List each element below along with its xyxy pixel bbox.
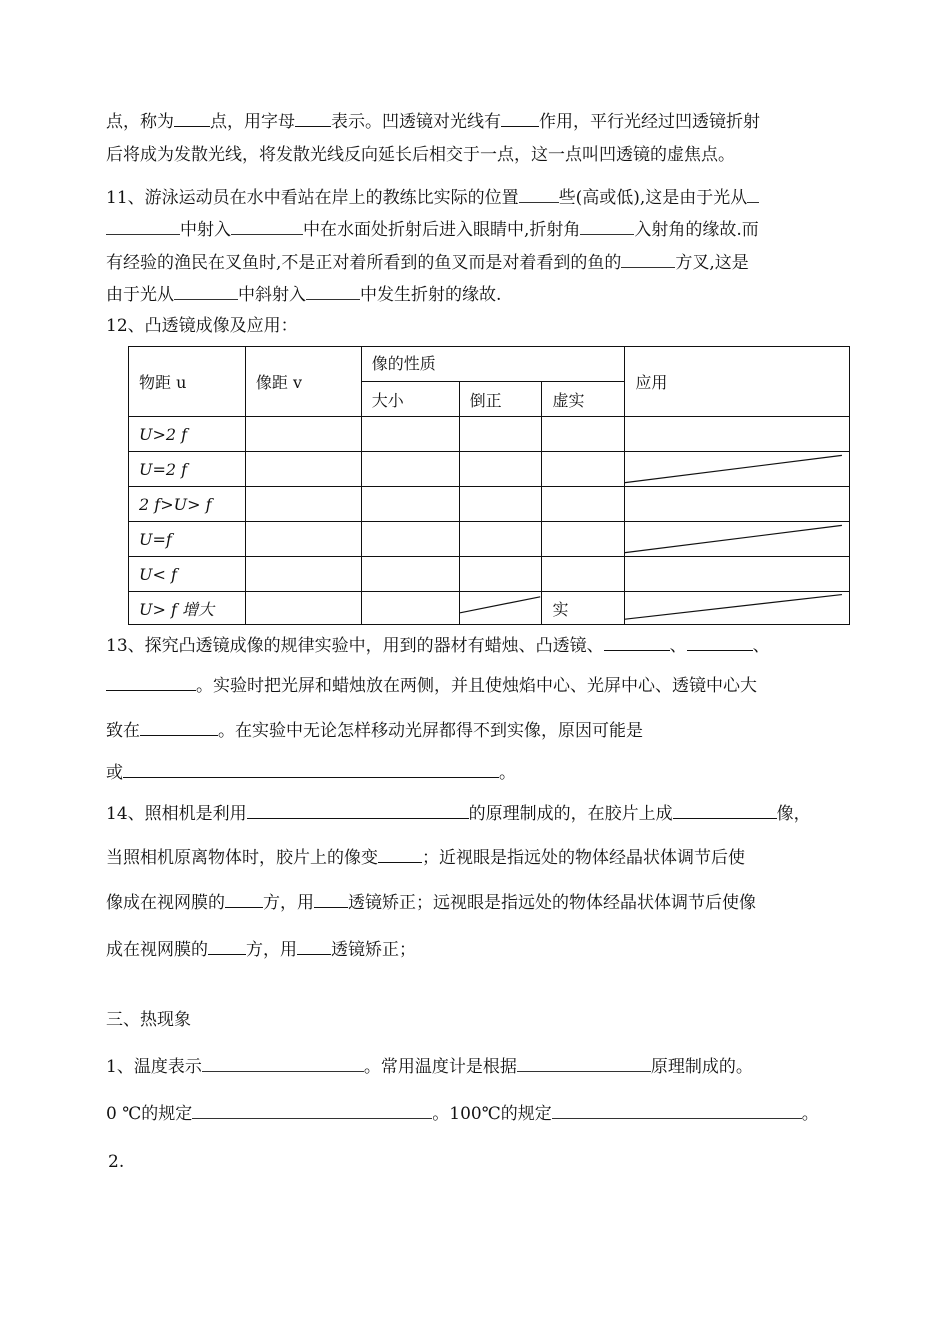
text: 点，用字母 (210, 112, 295, 132)
cell-orientation-struck (459, 592, 542, 625)
header-image-distance: 像距 v (245, 347, 361, 417)
cell-orientation[interactable] (459, 452, 542, 487)
text: 的原理制成的，在胶片上成 (468, 804, 673, 824)
q13-line-2 (106, 674, 757, 697)
table-row (129, 557, 850, 592)
lens-image-table (128, 346, 850, 625)
cell-v[interactable] (245, 557, 361, 592)
cell-application-struck (625, 592, 850, 625)
text: 由于光从 (106, 285, 174, 305)
cell-application[interactable] (625, 557, 850, 592)
q11-line-2 (106, 218, 759, 241)
q11-line-1 (106, 186, 759, 209)
text: 有经验的渔民在叉鱼时,不是正对着所看到的鱼叉而是对着看到的鱼的 (106, 253, 622, 273)
text: ；近视眼是指远处的物体经晶状体调节后使 (422, 848, 745, 868)
section-3-q1-line-1 (106, 1055, 753, 1078)
blank[interactable] (747, 186, 759, 203)
section-3-title: 三、热现象 (106, 1010, 191, 1030)
cell-u: U> f 增大 (129, 592, 246, 625)
text: 透镜矫正；远视眼是指远处的物体经晶状体调节后使像 (348, 893, 756, 913)
text: 透镜矫正； (331, 940, 416, 960)
text: 表示。凹透镜对光线有 (331, 112, 501, 132)
text: 中发生折射的缘故. (360, 285, 502, 305)
blank[interactable] (295, 110, 331, 127)
intro-line-1 (106, 110, 760, 133)
blank[interactable] (501, 110, 539, 127)
cell-real-virtual[interactable] (542, 452, 625, 487)
text: 。实验时把光屏和蜡烛放在两侧，并且使烛焰中心、光屏中心、透镜中心大 (196, 676, 757, 696)
cell-real-virtual[interactable] (542, 487, 625, 522)
text: 13、探究凸透镜成像的规律实验中，用到的器材有蜡烛、凸透镜、 (106, 636, 604, 656)
intro-line-2: 后将成为发散光线，将发散光线反向延长后相交于一点，这一点叫凹透镜的虚焦点。 (106, 145, 735, 165)
cell-orientation[interactable] (459, 417, 542, 452)
cell-u: U>2 f (129, 417, 246, 452)
text: 、 (669, 636, 687, 656)
cell-u: U=f (129, 522, 246, 557)
blank[interactable] (378, 846, 422, 863)
header-real-virtual: 虚实 (542, 382, 625, 417)
blank[interactable] (106, 674, 196, 691)
cell-u: U< f (129, 557, 246, 592)
text: 致在 (106, 721, 140, 741)
table-row (129, 592, 850, 625)
text: 中斜射入 (238, 285, 306, 305)
blank[interactable] (123, 761, 499, 778)
cell-application[interactable] (625, 487, 850, 522)
text: 。在实验中无论怎样移动光屏都得不到实像，原因可能是 (218, 721, 643, 741)
text: 原理制成的。 (650, 1057, 753, 1077)
text: 0 ℃的规定 (106, 1104, 193, 1124)
cell-v[interactable] (245, 452, 361, 487)
diagonal-strike-line (625, 522, 849, 556)
cell-size[interactable] (361, 592, 459, 625)
cell-u: U=2 f (129, 452, 246, 487)
q14-line-1 (106, 802, 811, 825)
blank[interactable] (306, 283, 360, 300)
text: 像， (776, 804, 811, 824)
text: 入射角的缘故.而 (634, 220, 759, 240)
q13-line-3 (106, 719, 643, 742)
text: 中射入 (180, 220, 231, 240)
text: 中在水面处折射后进入眼睛中,折射角 (303, 220, 581, 240)
cell-size[interactable] (361, 487, 459, 522)
blank[interactable] (247, 802, 469, 819)
text: 点，称为 (106, 112, 174, 132)
blank[interactable] (673, 802, 777, 819)
q14-line-2 (106, 846, 745, 869)
cell-orientation[interactable] (459, 522, 542, 557)
blank[interactable] (140, 719, 218, 736)
cell-orientation[interactable] (459, 557, 542, 592)
text: 1、温度表示 (106, 1057, 202, 1077)
header-orientation: 倒正 (459, 382, 542, 417)
blank[interactable] (106, 218, 180, 235)
blank[interactable] (174, 110, 210, 127)
cell-size[interactable] (361, 417, 459, 452)
table-row (129, 417, 850, 452)
blank[interactable] (314, 891, 348, 908)
cell-real-virtual[interactable] (542, 557, 625, 592)
q14-line-4 (106, 938, 416, 961)
text: 像成在视网膜的 (106, 893, 225, 913)
q11-line-4 (106, 283, 501, 306)
text: 作用，平行光经过凹透镜折射 (539, 112, 760, 132)
cell-v[interactable] (245, 417, 361, 452)
q11-line-3 (106, 251, 749, 274)
header-object-distance: 物距 u (129, 347, 246, 417)
blank[interactable] (192, 1102, 432, 1119)
text: 、 (752, 636, 770, 656)
text: 成在视网膜的 (106, 940, 208, 960)
blank[interactable] (621, 251, 675, 268)
cell-v[interactable] (245, 592, 361, 625)
q13-line-1 (106, 634, 770, 657)
table-row (129, 487, 850, 522)
text: 14、照相机是利用 (106, 804, 247, 824)
header-image-nature: 像的性质 (361, 347, 625, 382)
q13-line-4 (106, 761, 516, 784)
diagonal-strike-line (625, 452, 849, 486)
section-3-q1-line-2 (106, 1102, 819, 1125)
diagonal-strike-line (625, 592, 849, 624)
blank[interactable] (231, 218, 303, 235)
cell-u: 2 f>U> f (129, 487, 246, 522)
header-application: 应用 (625, 347, 850, 417)
blank[interactable] (297, 938, 331, 955)
blank[interactable] (519, 186, 559, 203)
cell-real-virtual[interactable] (542, 417, 625, 452)
text: 。 (801, 1104, 819, 1124)
cell-application-struck (625, 522, 850, 557)
blank[interactable] (225, 891, 263, 908)
cell-v[interactable] (245, 487, 361, 522)
blank[interactable] (517, 1055, 651, 1072)
text: 方叉,这是 (675, 253, 749, 273)
section-3-q2: 2. (108, 1152, 125, 1172)
cell-real-virtual[interactable]: 实 (542, 592, 625, 625)
blank[interactable] (604, 634, 670, 651)
text: 当照相机原离物体时，胶片上的像变 (106, 848, 378, 868)
text: 些(高或低),这是由于光从 (558, 188, 748, 208)
table-row (129, 452, 850, 487)
cell-v[interactable] (245, 522, 361, 557)
text: 。常用温度计是根据 (363, 1057, 517, 1077)
table-row (129, 522, 850, 557)
q12-title: 12、凸透镜成像及应用： (106, 316, 298, 336)
q14-line-3 (106, 891, 756, 914)
header-size: 大小 (361, 382, 459, 417)
blank[interactable] (580, 218, 634, 235)
cell-size[interactable] (361, 522, 459, 557)
text: 。 (499, 763, 516, 783)
text: 方，用 (246, 940, 297, 960)
blank[interactable] (202, 1055, 364, 1072)
cell-real-virtual[interactable] (542, 522, 625, 557)
cell-size[interactable] (361, 452, 459, 487)
text: 11、游泳运动员在水中看站在岸上的教练比实际的位置 (106, 188, 519, 208)
cell-application-struck (625, 452, 850, 487)
cell-application[interactable] (625, 417, 850, 452)
cell-size[interactable] (361, 557, 459, 592)
blank[interactable] (174, 283, 238, 300)
text: 方，用 (263, 893, 314, 913)
diagonal-strike-line (460, 592, 542, 624)
cell-orientation[interactable] (459, 487, 542, 522)
blank[interactable] (208, 938, 246, 955)
text: 。100℃的规定 (432, 1104, 552, 1124)
text: 或 (106, 763, 123, 783)
blank[interactable] (552, 1102, 802, 1119)
blank[interactable] (687, 634, 753, 651)
